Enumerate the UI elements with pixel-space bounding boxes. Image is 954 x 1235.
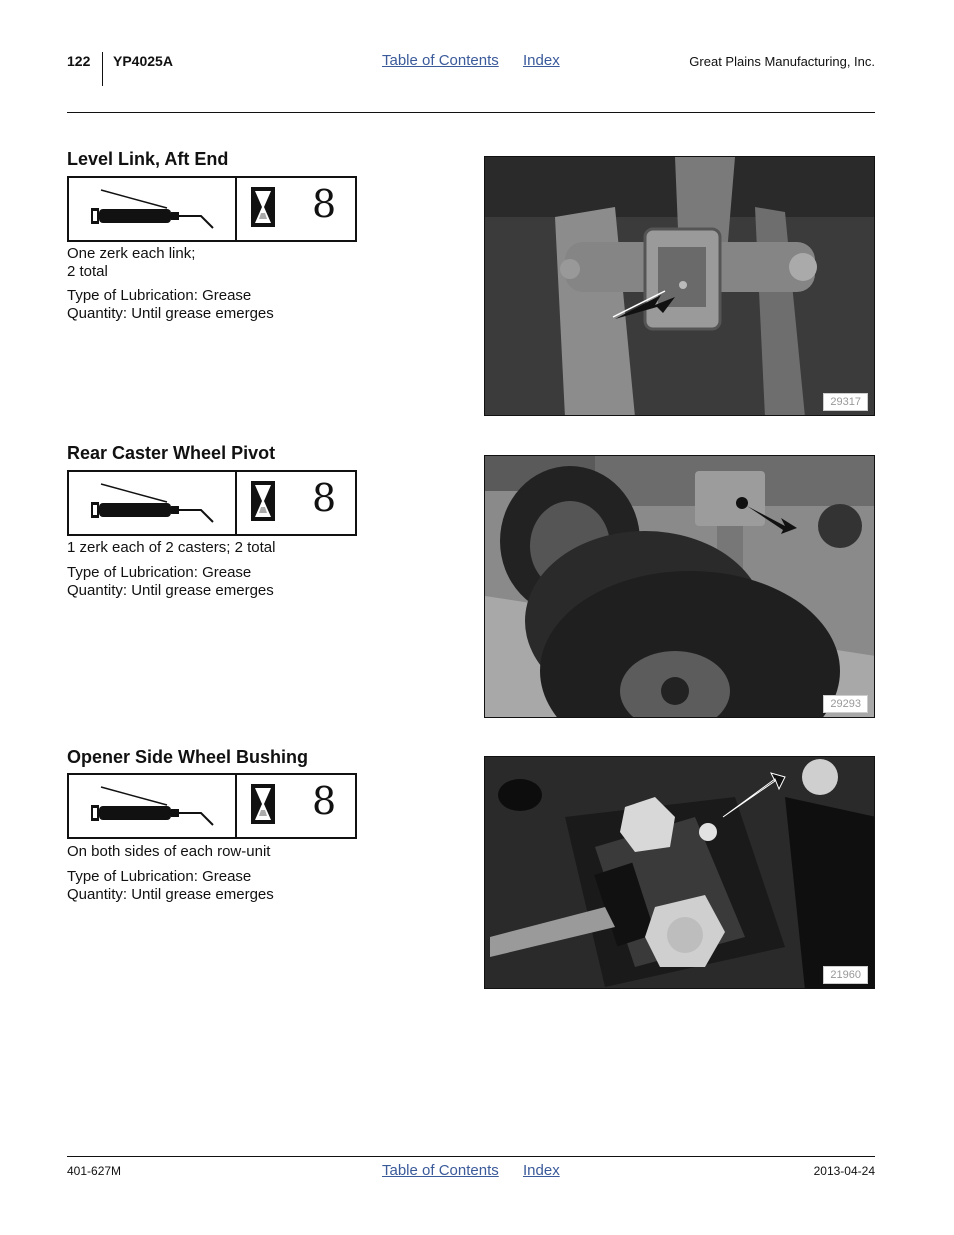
photo-opener-bushing — [484, 756, 875, 989]
footer-rule — [67, 1156, 875, 1157]
interval-hours: 8 — [312, 182, 337, 226]
lube-symbol-box — [67, 176, 357, 242]
model-number: YP4025A — [113, 53, 173, 69]
grease-gun-icon — [69, 178, 237, 240]
document-number: 401-627M — [67, 1164, 122, 1178]
description-line: One zerk each link; — [67, 245, 196, 262]
photo-level-link — [484, 156, 875, 416]
publication-date: 2013-04-24 — [813, 1164, 875, 1178]
grease-gun-icon — [69, 775, 237, 837]
section-description — [67, 539, 275, 557]
photo-caster-wheel — [484, 455, 875, 718]
header-index-link[interactable]: Index — [523, 52, 560, 69]
lubrication-quantity: Quantity: Until grease emerges — [67, 305, 274, 322]
lubrication-type: Type of Lubrication: Grease — [67, 564, 252, 581]
description-line: 1 zerk each of 2 casters; 2 total — [67, 539, 276, 556]
lubrication-quantity: Quantity: Until grease emerges — [67, 886, 274, 903]
hourglass-icon — [251, 187, 275, 232]
header-divider — [102, 52, 103, 86]
hourglass-icon — [251, 481, 275, 526]
footer-toc-link[interactable]: Table of Contents — [382, 1162, 499, 1179]
interval-hours: 8 — [312, 476, 337, 520]
lube-symbol-box — [67, 470, 357, 536]
company-name: Great Plains Manufacturing, Inc. — [689, 54, 875, 69]
hourglass-icon — [251, 784, 275, 829]
section-description — [67, 245, 195, 281]
lubrication-type: Type of Lubrication: Grease — [67, 868, 252, 885]
description-line: On both sides of each row-unit — [67, 843, 271, 860]
lubrication-quantity: Quantity: Until grease emerges — [67, 582, 274, 599]
figure-number: 29293 — [823, 695, 868, 713]
lubrication-info — [67, 287, 274, 323]
grease-gun-icon — [69, 472, 237, 534]
section-title-caster-pivot: Rear Caster Wheel Pivot — [67, 443, 276, 463]
footer-index-link[interactable]: Index — [523, 1162, 560, 1179]
interval-hours: 8 — [312, 779, 337, 823]
description-line: 2 total — [67, 263, 108, 280]
lube-symbol-box — [67, 773, 357, 839]
page-number: 122 — [67, 53, 91, 69]
lubrication-info — [67, 868, 274, 904]
lubrication-type: Type of Lubrication: Grease — [67, 287, 252, 304]
figure-number: 21960 — [823, 966, 868, 984]
section-title-side-wheel-bushing: Opener Side Wheel Bushing — [67, 747, 309, 767]
section-description — [67, 843, 270, 861]
header-toc-link[interactable]: Table of Contents — [382, 52, 499, 69]
figure-number: 29317 — [823, 393, 868, 411]
header-rule — [67, 112, 875, 113]
lubrication-info — [67, 564, 274, 600]
section-title-level-link: Level Link, Aft End — [67, 149, 229, 169]
